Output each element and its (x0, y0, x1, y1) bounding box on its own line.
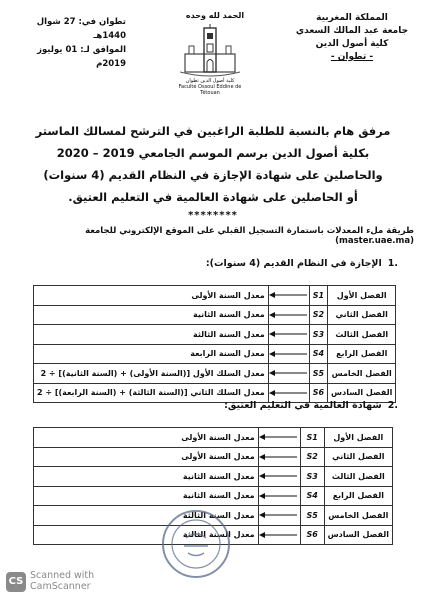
gregorian-date: الموافق لـ: 01 يوليوز 2019م (37, 45, 126, 69)
title-line: أو الحاصلين على شهادة العالمية في التعليم العتيق. (68, 190, 358, 204)
section-1-title (206, 258, 398, 269)
table-row (34, 467, 393, 487)
semester-name: الفصل الأول (324, 428, 392, 448)
arrow-left-icon (268, 286, 309, 306)
semester-code: S1 (309, 286, 327, 306)
section-title-text: شهادة العالمية في التعليم العتيق: (224, 400, 382, 411)
semester-name: الفصل الرابع (328, 344, 396, 364)
logo-caption-arabic: كلية أصول الدين تطوان (185, 78, 235, 84)
semester-code: S2 (300, 447, 324, 467)
semester-table-1 (33, 285, 396, 403)
semester-name: الفصل الخامس (328, 364, 396, 384)
average-formula: معدل السنة الأولى (34, 447, 259, 467)
average-formula: معدل السلك الأول [(السنة الأولى) + (السنة الثانية)] ÷ 2 (34, 364, 269, 384)
semester-code: S2 (309, 305, 327, 325)
table-row (34, 325, 396, 345)
table-row (34, 344, 396, 364)
arrow-left-icon (258, 525, 300, 545)
average-formula: معدل السنة الأولى (34, 428, 259, 448)
semester-code: S4 (300, 486, 324, 506)
table-row (34, 447, 393, 467)
semester-code: S5 (300, 506, 324, 526)
title-line: والحاصلين على شهادة الإجازة في النظام القديم (4 سنوات) (43, 168, 383, 182)
title-line: مرفق هام بالنسبة للطلبة الراغبين في الترشح لمسالك الماستر (35, 124, 391, 138)
method-instruction: طريقة ملء المعدلات باستمارة التسجيل القبلي على الموقع الإلكتروني للجامعة (master.uae.ma) (85, 226, 414, 246)
average-formula: معدل السنة الرابعة (34, 344, 269, 364)
arrow-left-icon (268, 325, 309, 345)
institution-line: جامعة عبد المالك السعدي (295, 26, 409, 36)
semester-name: الفصل الثالث (328, 325, 396, 345)
semester-name: الفصل الثاني (324, 447, 392, 467)
document-title (14, 120, 412, 208)
arrow-left-icon (268, 305, 309, 325)
arrow-left-icon (258, 486, 300, 506)
arrow-left-icon (258, 428, 300, 448)
institution-header (292, 12, 412, 64)
section-title-text: الإجازة في النظام القديم (4 سنوات): (205, 258, 382, 269)
table-row (34, 428, 393, 448)
section-number: .2 (387, 400, 398, 411)
table-row (34, 305, 396, 325)
average-formula: معدل السنة الثانية (34, 305, 269, 325)
camscanner-watermark (30, 570, 94, 592)
average-formula: معدل السنة الثالثة (34, 325, 269, 345)
semester-code: S5 (309, 364, 327, 384)
semester-name: الفصل الخامس (324, 506, 392, 526)
institution-line: المملكة المغربية (316, 13, 388, 23)
semester-name: الفصل السادس (324, 525, 392, 545)
camscanner-logo: CS (6, 572, 26, 592)
official-stamp (160, 508, 232, 580)
average-formula: معدل السنة الثالثة (34, 525, 259, 545)
hijri-date: تطوان في: 27 شوال 1440هـ (36, 17, 126, 41)
table-row (34, 286, 396, 306)
logo-caption-latin: Faculté Ossoul Eddine de Tétouan (178, 84, 242, 96)
basmala-line: الحمد لله وحده (185, 11, 245, 20)
average-formula: معدل السنة الثالثة (34, 506, 259, 526)
watermark-line: Scanned with (30, 570, 95, 581)
semester-code: S6 (300, 525, 324, 545)
average-formula: معدل السنة الأولى (34, 286, 269, 306)
institution-line: كلية أصول الدين (315, 39, 389, 49)
average-formula: معدل السنة الثانية (34, 467, 259, 487)
semester-name: الفصل الثالث (324, 467, 392, 487)
title-line: بكلية أصول الدين برسم الموسم الجامعي 2019 – 2020 (56, 146, 370, 160)
average-formula: معدل السلك الثاني [(السنة الثالثة) + (السنة الرابعة)] ÷ 2 (34, 383, 269, 403)
semester-code: S3 (309, 325, 327, 345)
semester-code: S6 (309, 383, 327, 403)
section-number: .1 (387, 258, 398, 269)
table-row (34, 486, 393, 506)
semester-code: S3 (300, 467, 324, 487)
institution-line: - تطوان - (330, 52, 374, 62)
date-block (16, 15, 126, 71)
logo-caption (178, 78, 242, 96)
semester-name: الفصل الثاني (328, 305, 396, 325)
average-formula: معدل السنة الثانية (34, 486, 259, 506)
arrow-left-icon (268, 364, 309, 384)
arrow-left-icon (258, 447, 300, 467)
arrow-left-icon (258, 506, 300, 526)
semester-name: الفصل الأول (328, 286, 396, 306)
semester-code: S4 (309, 344, 327, 364)
semester-name: الفصل الرابع (324, 486, 392, 506)
arrow-left-icon (258, 467, 300, 487)
watermark-line: CamScanner (30, 581, 91, 592)
semester-code: S1 (300, 428, 324, 448)
table-row (34, 364, 396, 384)
arrow-left-icon (268, 344, 309, 364)
semester-name: الفصل السادس (328, 383, 396, 403)
section-2-title (224, 400, 398, 411)
separator-stars: ******** (188, 210, 238, 221)
